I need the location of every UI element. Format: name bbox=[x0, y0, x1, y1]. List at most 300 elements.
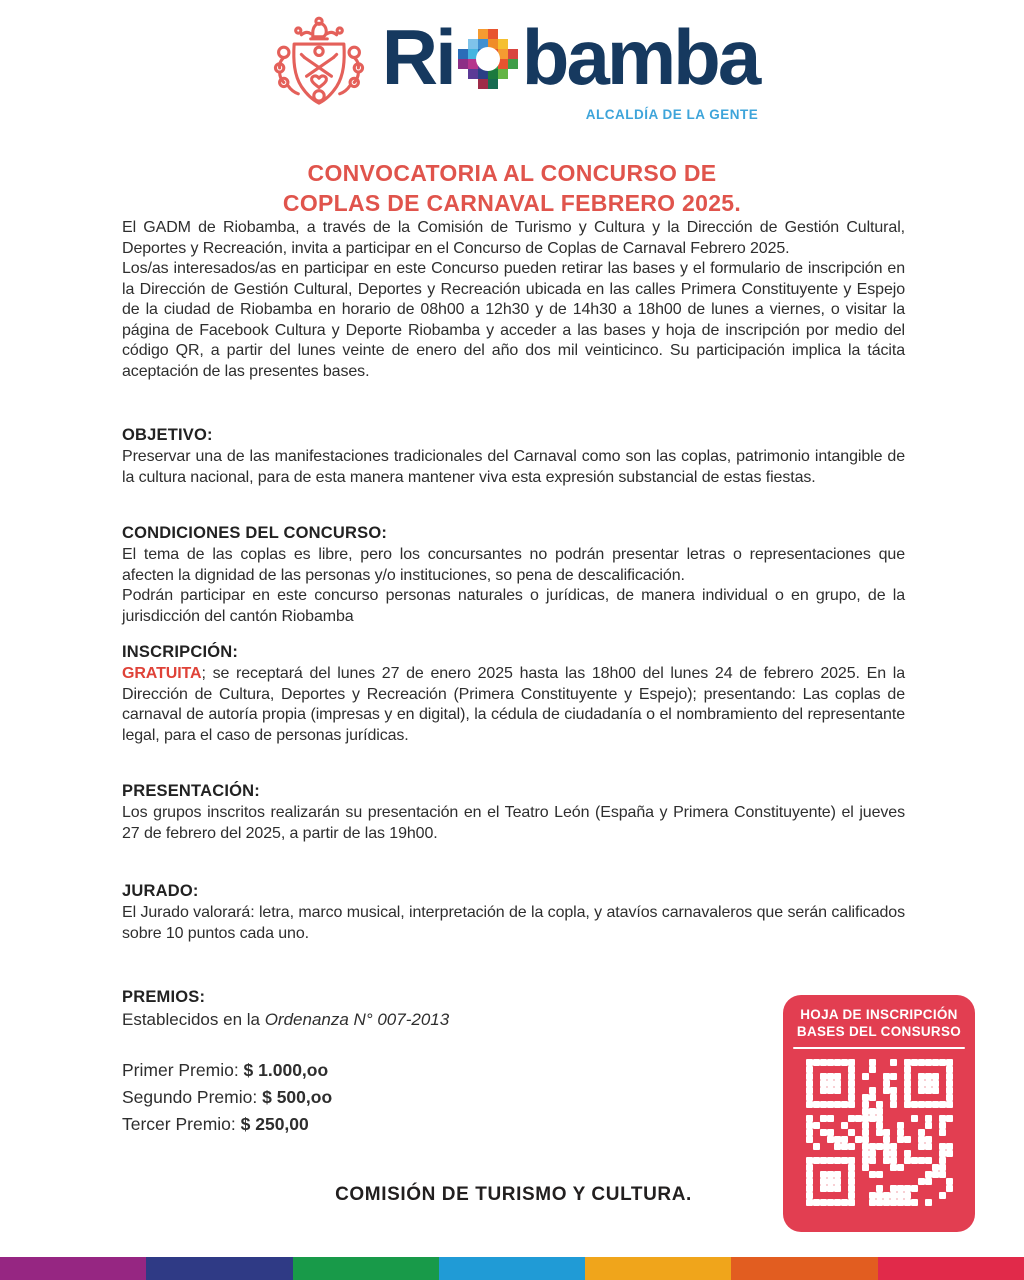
qr-module bbox=[869, 1157, 876, 1164]
qr-module bbox=[841, 1157, 848, 1164]
qr-module bbox=[918, 1199, 925, 1206]
qr-module bbox=[855, 1164, 862, 1171]
qr-module bbox=[932, 1157, 939, 1164]
qr-module bbox=[946, 1101, 953, 1108]
qr-module bbox=[939, 1122, 946, 1129]
qr-module bbox=[904, 1094, 911, 1101]
wordmark-bamba: bamba bbox=[521, 13, 759, 101]
qr-module bbox=[876, 1122, 883, 1129]
qr-module bbox=[939, 1087, 946, 1094]
qr-module bbox=[925, 1171, 932, 1178]
qr-module bbox=[855, 1136, 862, 1143]
qr-module bbox=[834, 1192, 841, 1199]
qr-module bbox=[876, 1101, 883, 1108]
footer-color-stripe bbox=[0, 1257, 1024, 1280]
qr-module bbox=[855, 1192, 862, 1199]
qr-module bbox=[876, 1199, 883, 1206]
qr-module bbox=[883, 1185, 890, 1192]
qr-module bbox=[869, 1066, 876, 1073]
qr-module bbox=[876, 1185, 883, 1192]
qr-module bbox=[890, 1115, 897, 1122]
chakana-cell bbox=[508, 59, 518, 69]
chakana-cell bbox=[468, 69, 478, 79]
qr-module bbox=[862, 1157, 869, 1164]
qr-module bbox=[869, 1087, 876, 1094]
qr-module bbox=[890, 1143, 897, 1150]
objetivo-heading: OBJETIVO: bbox=[122, 426, 213, 444]
qr-module bbox=[806, 1122, 813, 1129]
qr-module bbox=[834, 1066, 841, 1073]
qr-module bbox=[925, 1122, 932, 1129]
qr-module bbox=[806, 1199, 813, 1206]
qr-module bbox=[869, 1129, 876, 1136]
qr-module bbox=[883, 1143, 890, 1150]
qr-module bbox=[806, 1143, 813, 1150]
qr-module bbox=[918, 1108, 925, 1115]
qr-module bbox=[820, 1150, 827, 1157]
prize-value: $ 250,00 bbox=[240, 1114, 309, 1134]
qr-module bbox=[911, 1066, 918, 1073]
stripe-segment bbox=[0, 1257, 146, 1280]
qr-module bbox=[813, 1143, 820, 1150]
qr-module bbox=[827, 1171, 834, 1178]
qr-module bbox=[918, 1171, 925, 1178]
qr-module bbox=[834, 1115, 841, 1122]
qr-module bbox=[904, 1073, 911, 1080]
qr-module bbox=[876, 1115, 883, 1122]
qr-module bbox=[869, 1108, 876, 1115]
qr-module bbox=[813, 1115, 820, 1122]
qr-module bbox=[841, 1080, 848, 1087]
inscripcion-heading: INSCRIPCIÓN: bbox=[122, 643, 239, 661]
comision-footer-text: COMISIÓN DE TURISMO Y CULTURA. bbox=[335, 1184, 692, 1205]
qr-module bbox=[806, 1150, 813, 1157]
qr-module bbox=[876, 1129, 883, 1136]
qr-module bbox=[834, 1199, 841, 1206]
qr-module bbox=[946, 1066, 953, 1073]
qr-module bbox=[806, 1080, 813, 1087]
qr-module bbox=[876, 1136, 883, 1143]
qr-module bbox=[925, 1143, 932, 1150]
presentacion-heading: PRESENTACIÓN: bbox=[122, 782, 260, 800]
qr-module bbox=[890, 1066, 897, 1073]
qr-module bbox=[848, 1150, 855, 1157]
chakana-cell bbox=[478, 79, 488, 89]
qr-module bbox=[897, 1059, 904, 1066]
qr-module bbox=[946, 1059, 953, 1066]
qr-module bbox=[820, 1178, 827, 1185]
qr-module bbox=[827, 1066, 834, 1073]
qr-module bbox=[876, 1108, 883, 1115]
qr-module bbox=[848, 1192, 855, 1199]
qr-module bbox=[848, 1108, 855, 1115]
qr-module bbox=[813, 1157, 820, 1164]
qr-module bbox=[876, 1143, 883, 1150]
qr-module bbox=[925, 1059, 932, 1066]
qr-module bbox=[883, 1094, 890, 1101]
qr-module bbox=[855, 1129, 862, 1136]
chakana-cell bbox=[498, 79, 508, 89]
qr-module bbox=[834, 1059, 841, 1066]
qr-module bbox=[883, 1122, 890, 1129]
qr-module bbox=[813, 1101, 820, 1108]
poster-title bbox=[0, 158, 1024, 218]
qr-module bbox=[904, 1115, 911, 1122]
qr-module bbox=[848, 1129, 855, 1136]
qr-module bbox=[848, 1178, 855, 1185]
qr-module bbox=[841, 1087, 848, 1094]
section-condiciones bbox=[122, 524, 905, 627]
qr-module bbox=[813, 1136, 820, 1143]
qr-module bbox=[932, 1087, 939, 1094]
qr-module bbox=[841, 1164, 848, 1171]
qr-module bbox=[862, 1087, 869, 1094]
qr-module bbox=[890, 1108, 897, 1115]
qr-module bbox=[834, 1129, 841, 1136]
qr-module bbox=[876, 1080, 883, 1087]
qr-module bbox=[946, 1171, 953, 1178]
section-inscripcion bbox=[122, 643, 905, 746]
qr-module bbox=[890, 1101, 897, 1108]
qr-module bbox=[862, 1066, 869, 1073]
qr-module bbox=[862, 1094, 869, 1101]
qr-module bbox=[904, 1136, 911, 1143]
qr-module bbox=[911, 1122, 918, 1129]
qr-module bbox=[820, 1073, 827, 1080]
qr-module bbox=[918, 1150, 925, 1157]
prize-label: Primer Premio: bbox=[122, 1060, 244, 1080]
qr-module bbox=[932, 1115, 939, 1122]
qr-module bbox=[855, 1171, 862, 1178]
qr-module bbox=[883, 1150, 890, 1157]
qr-module bbox=[925, 1073, 932, 1080]
qr-module bbox=[848, 1143, 855, 1150]
qr-module bbox=[897, 1094, 904, 1101]
qr-module bbox=[855, 1150, 862, 1157]
qr-module bbox=[897, 1136, 904, 1143]
qr-module bbox=[890, 1150, 897, 1157]
qr-module bbox=[869, 1094, 876, 1101]
qr-module bbox=[806, 1087, 813, 1094]
jurado-heading: JURADO: bbox=[122, 882, 199, 900]
qr-module bbox=[820, 1066, 827, 1073]
qr-module bbox=[918, 1080, 925, 1087]
qr-module bbox=[862, 1122, 869, 1129]
qr-module bbox=[834, 1171, 841, 1178]
qr-module bbox=[911, 1185, 918, 1192]
qr-module bbox=[897, 1087, 904, 1094]
qr-module bbox=[848, 1073, 855, 1080]
condiciones-heading: CONDICIONES DEL CONCURSO: bbox=[122, 524, 388, 542]
qr-module bbox=[883, 1164, 890, 1171]
qr-module bbox=[813, 1087, 820, 1094]
qr-module bbox=[813, 1080, 820, 1087]
qr-module bbox=[848, 1087, 855, 1094]
qr-module bbox=[939, 1199, 946, 1206]
qr-code bbox=[806, 1059, 953, 1206]
qr-module bbox=[911, 1192, 918, 1199]
qr-module bbox=[855, 1199, 862, 1206]
logo-tagline: ALCALDÍA DE LA GENTE bbox=[585, 107, 759, 122]
qr-module bbox=[946, 1199, 953, 1206]
qr-module bbox=[918, 1094, 925, 1101]
qr-module bbox=[841, 1136, 848, 1143]
qr-module bbox=[834, 1136, 841, 1143]
qr-module bbox=[806, 1066, 813, 1073]
qr-module bbox=[841, 1178, 848, 1185]
qr-module bbox=[855, 1178, 862, 1185]
qr-module bbox=[813, 1199, 820, 1206]
chakana-icon bbox=[458, 29, 518, 89]
qr-module bbox=[855, 1080, 862, 1087]
riobamba-crest-icon bbox=[266, 14, 372, 128]
qr-module bbox=[904, 1122, 911, 1129]
qr-module bbox=[932, 1073, 939, 1080]
chakana-cell bbox=[458, 59, 468, 69]
qr-module bbox=[939, 1094, 946, 1101]
chakana-cell bbox=[498, 69, 508, 79]
qr-module bbox=[904, 1129, 911, 1136]
chakana-cell bbox=[498, 29, 508, 39]
qr-module bbox=[925, 1164, 932, 1171]
qr-module bbox=[911, 1129, 918, 1136]
qr-module bbox=[904, 1087, 911, 1094]
qr-box-divider bbox=[793, 1047, 965, 1049]
qr-module bbox=[897, 1171, 904, 1178]
qr-module bbox=[848, 1094, 855, 1101]
qr-module bbox=[946, 1080, 953, 1087]
qr-module bbox=[918, 1066, 925, 1073]
qr-module bbox=[890, 1192, 897, 1199]
qr-module bbox=[939, 1150, 946, 1157]
qr-module bbox=[925, 1129, 932, 1136]
qr-module bbox=[946, 1108, 953, 1115]
chakana-cell bbox=[458, 69, 468, 79]
qr-module bbox=[862, 1185, 869, 1192]
qr-module bbox=[932, 1164, 939, 1171]
qr-module bbox=[827, 1178, 834, 1185]
qr-module bbox=[820, 1192, 827, 1199]
qr-module bbox=[897, 1185, 904, 1192]
qr-module bbox=[904, 1192, 911, 1199]
qr-module bbox=[827, 1185, 834, 1192]
qr-module bbox=[939, 1115, 946, 1122]
qr-module bbox=[904, 1143, 911, 1150]
intro-paragraph-2: Los/as interesados/as en participar en este Concurso pueden retirar las bases y el formulario de inscripción en la Dirección de Gestión Cultural, Deportes y Recreación ubicada en las calles Primera Constituyente y Espejo de la ciudad de Riobamba en horario de 08h00 a 12h30 y de 14h30 a 18h00 de lunes a viernes, o visitar la página de Facebook Cultura y Deporte Riobamba y acceder a las bases y hoja de inscripción por medio del código QR, a partir del lunes veinte de enero del año dos mil veinticinco. Su participación implica la tácita aceptación de las presentes bases. bbox=[122, 260, 905, 380]
qr-module bbox=[820, 1185, 827, 1192]
qr-module bbox=[869, 1122, 876, 1129]
jurado-body: El Jurado valorará: letra, marco musical, interpretación de la copla, y atavíos carnavaleros que serán calificados sobre 10 puntos cada uno. bbox=[122, 904, 905, 942]
qr-module bbox=[834, 1080, 841, 1087]
qr-module bbox=[862, 1164, 869, 1171]
qr-module bbox=[939, 1059, 946, 1066]
qr-module bbox=[813, 1192, 820, 1199]
qr-module bbox=[834, 1178, 841, 1185]
qr-module bbox=[890, 1199, 897, 1206]
qr-module bbox=[939, 1108, 946, 1115]
qr-module bbox=[918, 1073, 925, 1080]
qr-module bbox=[883, 1087, 890, 1094]
qr-module bbox=[918, 1185, 925, 1192]
stripe-segment bbox=[585, 1257, 731, 1280]
qr-module bbox=[862, 1059, 869, 1066]
qr-module bbox=[876, 1178, 883, 1185]
qr-module bbox=[841, 1129, 848, 1136]
qr-module bbox=[827, 1129, 834, 1136]
qr-module bbox=[890, 1164, 897, 1171]
qr-module bbox=[820, 1122, 827, 1129]
prize-label: Tercer Premio: bbox=[122, 1114, 241, 1134]
qr-module bbox=[855, 1122, 862, 1129]
qr-module bbox=[918, 1164, 925, 1171]
qr-module bbox=[946, 1192, 953, 1199]
qr-module bbox=[904, 1066, 911, 1073]
qr-module bbox=[834, 1143, 841, 1150]
qr-module bbox=[855, 1143, 862, 1150]
qr-module bbox=[932, 1094, 939, 1101]
qr-module bbox=[820, 1157, 827, 1164]
qr-module bbox=[925, 1199, 932, 1206]
qr-module bbox=[925, 1192, 932, 1199]
qr-module bbox=[918, 1136, 925, 1143]
qr-module bbox=[897, 1150, 904, 1157]
qr-module bbox=[932, 1136, 939, 1143]
section-presentacion bbox=[122, 782, 905, 844]
qr-module bbox=[897, 1164, 904, 1171]
qr-module bbox=[883, 1171, 890, 1178]
qr-module bbox=[883, 1192, 890, 1199]
qr-module bbox=[806, 1171, 813, 1178]
qr-module bbox=[820, 1059, 827, 1066]
section-objetivo bbox=[122, 426, 905, 488]
qr-module bbox=[820, 1136, 827, 1143]
qr-module bbox=[813, 1185, 820, 1192]
qr-module bbox=[806, 1136, 813, 1143]
qr-module bbox=[911, 1101, 918, 1108]
qr-module bbox=[869, 1178, 876, 1185]
qr-module bbox=[939, 1164, 946, 1171]
qr-module bbox=[918, 1087, 925, 1094]
qr-module bbox=[925, 1136, 932, 1143]
qr-module bbox=[897, 1108, 904, 1115]
stripe-segment bbox=[439, 1257, 585, 1280]
stripe-segment bbox=[878, 1257, 1024, 1280]
stripe-segment bbox=[731, 1257, 877, 1280]
qr-module bbox=[911, 1108, 918, 1115]
qr-module bbox=[869, 1143, 876, 1150]
qr-module bbox=[897, 1122, 904, 1129]
qr-module bbox=[862, 1178, 869, 1185]
qr-module bbox=[939, 1192, 946, 1199]
qr-module bbox=[911, 1150, 918, 1157]
qr-module bbox=[834, 1101, 841, 1108]
qr-module bbox=[841, 1143, 848, 1150]
qr-module bbox=[862, 1171, 869, 1178]
qr-module bbox=[806, 1157, 813, 1164]
qr-module bbox=[883, 1108, 890, 1115]
qr-module bbox=[904, 1108, 911, 1115]
qr-module bbox=[806, 1059, 813, 1066]
qr-module bbox=[869, 1192, 876, 1199]
qr-module bbox=[932, 1129, 939, 1136]
qr-module bbox=[848, 1115, 855, 1122]
qr-module bbox=[820, 1115, 827, 1122]
qr-module bbox=[883, 1178, 890, 1185]
qr-module bbox=[813, 1066, 820, 1073]
qr-module bbox=[946, 1129, 953, 1136]
qr-module bbox=[813, 1108, 820, 1115]
qr-module bbox=[925, 1087, 932, 1094]
ordenanza-reference: Ordenanza N° 007-2013 bbox=[264, 1010, 450, 1029]
qr-module bbox=[834, 1185, 841, 1192]
qr-module bbox=[925, 1066, 932, 1073]
qr-module bbox=[883, 1129, 890, 1136]
qr-module bbox=[827, 1087, 834, 1094]
chakana-cell bbox=[458, 39, 468, 49]
qr-module bbox=[848, 1164, 855, 1171]
qr-module bbox=[876, 1087, 883, 1094]
qr-module bbox=[820, 1164, 827, 1171]
qr-module bbox=[890, 1080, 897, 1087]
qr-module bbox=[862, 1108, 869, 1115]
qr-module bbox=[897, 1101, 904, 1108]
stripe-segment bbox=[293, 1257, 439, 1280]
qr-module bbox=[918, 1059, 925, 1066]
qr-module bbox=[841, 1101, 848, 1108]
qr-module bbox=[911, 1059, 918, 1066]
qr-module bbox=[862, 1080, 869, 1087]
presentacion-body: Los grupos inscritos realizarán su presentación en el Teatro León (España y Primera Constituyente) el jueves 27 de febrero del 2025, a partir de las 19h00. bbox=[122, 804, 905, 842]
qr-module bbox=[862, 1073, 869, 1080]
qr-module bbox=[904, 1185, 911, 1192]
qr-module bbox=[841, 1122, 848, 1129]
condiciones-paragraph-1: El tema de las coplas es libre, pero los concursantes no podrán presentar letras o representaciones que afecten la dignidad de las personas y/o instituciones, so pena de descalificación. bbox=[122, 546, 905, 584]
qr-module bbox=[925, 1108, 932, 1115]
qr-module bbox=[946, 1185, 953, 1192]
qr-module bbox=[862, 1129, 869, 1136]
qr-module bbox=[813, 1164, 820, 1171]
qr-module bbox=[869, 1073, 876, 1080]
stripe-segment bbox=[146, 1257, 292, 1280]
qr-module bbox=[904, 1101, 911, 1108]
qr-module bbox=[939, 1066, 946, 1073]
qr-module bbox=[862, 1143, 869, 1150]
qr-module bbox=[918, 1129, 925, 1136]
qr-module bbox=[911, 1157, 918, 1164]
qr-module bbox=[918, 1101, 925, 1108]
qr-module bbox=[813, 1129, 820, 1136]
qr-module bbox=[890, 1073, 897, 1080]
qr-module bbox=[848, 1199, 855, 1206]
section-jurado bbox=[122, 882, 905, 944]
qr-module bbox=[918, 1122, 925, 1129]
qr-module bbox=[841, 1150, 848, 1157]
qr-box-label-line1: HOJA DE INSCRIPCIÓN bbox=[800, 1007, 958, 1022]
qr-module bbox=[897, 1178, 904, 1185]
qr-module bbox=[806, 1164, 813, 1171]
qr-module bbox=[855, 1073, 862, 1080]
qr-module bbox=[841, 1115, 848, 1122]
qr-module bbox=[862, 1115, 869, 1122]
qr-module bbox=[827, 1143, 834, 1150]
qr-module bbox=[869, 1115, 876, 1122]
chakana-center-circle bbox=[476, 47, 500, 71]
qr-module bbox=[876, 1094, 883, 1101]
qr-module bbox=[869, 1101, 876, 1108]
gratuita-highlight: GRATUITA bbox=[122, 665, 202, 682]
qr-module bbox=[904, 1157, 911, 1164]
qr-module bbox=[827, 1164, 834, 1171]
